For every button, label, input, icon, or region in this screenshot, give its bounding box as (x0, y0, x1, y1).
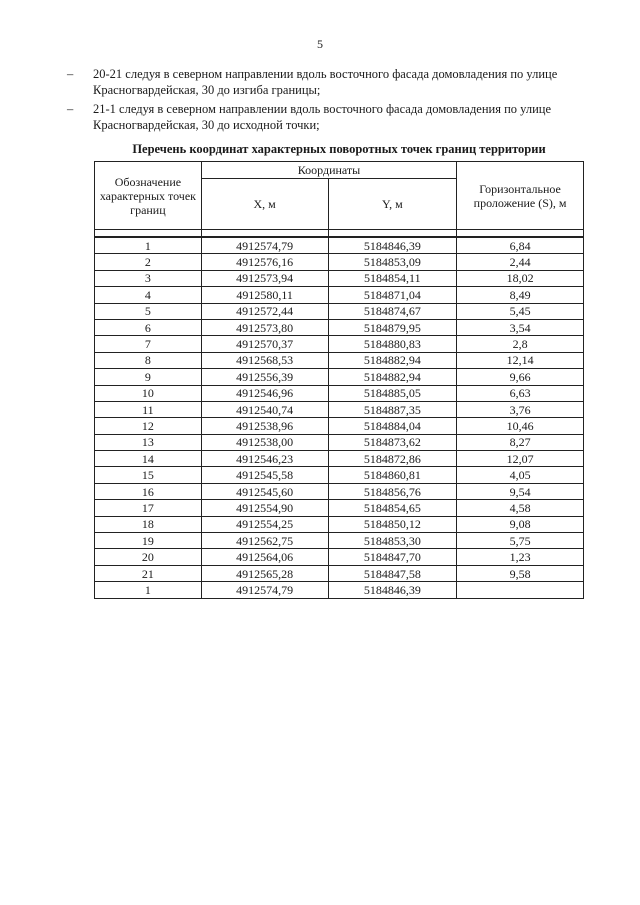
table-row (95, 533, 584, 549)
cell-x: 4912574,79 (201, 237, 328, 254)
cell-distance: 5,75 (457, 533, 584, 549)
cell-x: 4912574,79 (201, 582, 328, 598)
cell-distance: 12,07 (457, 451, 584, 467)
cell-distance: 2,44 (457, 254, 584, 270)
table-row (95, 254, 584, 270)
table-row (95, 401, 584, 417)
cell-distance: 9,58 (457, 565, 584, 581)
cell-point: 17 (95, 500, 202, 516)
table-row (95, 418, 584, 434)
cell-y: 5184884,04 (328, 418, 457, 434)
cell-distance: 12,14 (457, 352, 584, 368)
cell-x: 4912573,94 (201, 270, 328, 286)
cell-x: 4912564,06 (201, 549, 328, 565)
cell-x: 4912545,60 (201, 483, 328, 499)
table-row (95, 270, 584, 286)
cell-y: 5184880,83 (328, 336, 457, 352)
cell-y: 5184846,39 (328, 582, 457, 598)
cell-point: 10 (95, 385, 202, 401)
cell-x: 4912540,74 (201, 401, 328, 417)
table-row (95, 483, 584, 499)
cell-y: 5184854,65 (328, 500, 457, 516)
table-row (95, 237, 584, 254)
cell-x: 4912576,16 (201, 254, 328, 270)
cell-distance: 9,54 (457, 483, 584, 499)
cell-y: 5184885,05 (328, 385, 457, 401)
cell-distance: 6,63 (457, 385, 584, 401)
table-row (95, 500, 584, 516)
cell-point: 8 (95, 352, 202, 368)
cell-point: 9 (95, 369, 202, 385)
cell-y: 5184853,09 (328, 254, 457, 270)
list-item (67, 101, 587, 133)
header-gap-cell (201, 230, 328, 238)
table-row (95, 287, 584, 303)
table-row (95, 516, 584, 532)
cell-point: 14 (95, 451, 202, 467)
cell-distance (457, 582, 584, 598)
cell-distance: 3,54 (457, 319, 584, 335)
cell-point: 13 (95, 434, 202, 450)
cell-point: 5 (95, 303, 202, 319)
table-row (95, 467, 584, 483)
table-row (95, 303, 584, 319)
cell-y: 5184882,94 (328, 352, 457, 368)
table-row (95, 385, 584, 401)
list-item-text: 20-21 следуя в северном направлении вдоль восточного фасада домовладения по улице Красногвардейская, 30 до изгиба границы; (93, 67, 558, 97)
cell-distance: 9,08 (457, 516, 584, 532)
cell-y: 5184854,11 (328, 270, 457, 286)
cell-y: 5184873,62 (328, 434, 457, 450)
header-point: Обозначение характерных точек границ (95, 162, 202, 230)
cell-distance: 5,45 (457, 303, 584, 319)
list-item (67, 66, 587, 98)
cell-distance: 10,46 (457, 418, 584, 434)
cell-distance: 4,05 (457, 467, 584, 483)
header-y: Y, м (328, 179, 457, 230)
cell-point: 2 (95, 254, 202, 270)
cell-point: 19 (95, 533, 202, 549)
cell-distance: 1,23 (457, 549, 584, 565)
cell-x: 4912572,44 (201, 303, 328, 319)
cell-point: 4 (95, 287, 202, 303)
table-row (95, 369, 584, 385)
cell-x: 4912546,96 (201, 385, 328, 401)
cell-y: 5184882,94 (328, 369, 457, 385)
cell-x: 4912562,75 (201, 533, 328, 549)
cell-point: 18 (95, 516, 202, 532)
cell-point: 3 (95, 270, 202, 286)
header-gap-cell (95, 230, 202, 238)
cell-point: 11 (95, 401, 202, 417)
table-row (95, 451, 584, 467)
cell-y: 5184879,95 (328, 319, 457, 335)
cell-distance: 8,49 (457, 287, 584, 303)
header-gap-cell (328, 230, 457, 238)
header-x: X, м (201, 179, 328, 230)
cell-distance: 2,8 (457, 336, 584, 352)
cell-point: 6 (95, 319, 202, 335)
cell-y: 5184872,86 (328, 451, 457, 467)
cell-point: 1 (95, 582, 202, 598)
table-row (95, 582, 584, 598)
page-number: 5 (317, 37, 323, 51)
table-row (95, 434, 584, 450)
cell-y: 5184846,39 (328, 237, 457, 254)
table-row (95, 336, 584, 352)
table-title: Перечень координат характерных поворотных точек границ территории (132, 142, 546, 156)
cell-y: 5184847,58 (328, 565, 457, 581)
cell-x: 4912565,28 (201, 565, 328, 581)
table-body (95, 237, 584, 598)
cell-x: 4912570,37 (201, 336, 328, 352)
cell-x: 4912538,00 (201, 434, 328, 450)
cell-distance: 8,27 (457, 434, 584, 450)
cell-point: 7 (95, 336, 202, 352)
cell-distance: 3,76 (457, 401, 584, 417)
table-row (95, 549, 584, 565)
cell-y: 5184856,76 (328, 483, 457, 499)
cell-point: 20 (95, 549, 202, 565)
cell-x: 4912573,80 (201, 319, 328, 335)
cell-x: 4912568,53 (201, 352, 328, 368)
cell-distance: 18,02 (457, 270, 584, 286)
cell-x: 4912545,58 (201, 467, 328, 483)
cell-y: 5184860,81 (328, 467, 457, 483)
cell-point: 16 (95, 483, 202, 499)
header-gap-cell (457, 230, 584, 238)
description-list (67, 66, 587, 136)
cell-y: 5184847,70 (328, 549, 457, 565)
table-row (95, 565, 584, 581)
header-distance: Горизонтальное проложение (S), м (457, 162, 584, 230)
cell-x: 4912554,90 (201, 500, 328, 516)
cell-point: 12 (95, 418, 202, 434)
cell-y: 5184871,04 (328, 287, 457, 303)
cell-point: 21 (95, 565, 202, 581)
cell-y: 5184850,12 (328, 516, 457, 532)
cell-distance: 6,84 (457, 237, 584, 254)
cell-x: 4912580,11 (201, 287, 328, 303)
cell-x: 4912538,96 (201, 418, 328, 434)
cell-x: 4912546,23 (201, 451, 328, 467)
cell-distance: 4,58 (457, 500, 584, 516)
table-row (95, 319, 584, 335)
cell-y: 5184887,35 (328, 401, 457, 417)
list-dash: – (67, 102, 74, 116)
table-row (95, 352, 584, 368)
cell-x: 4912556,39 (201, 369, 328, 385)
cell-point: 1 (95, 237, 202, 254)
coordinates-table (94, 161, 584, 599)
cell-point: 15 (95, 467, 202, 483)
cell-distance: 9,66 (457, 369, 584, 385)
cell-y: 5184874,67 (328, 303, 457, 319)
list-item-text: 21-1 следуя в северном направлении вдоль восточного фасада домовладения по улице Красногвардейская, 30 до исходной точки; (93, 102, 552, 132)
header-coordinates: Координаты (201, 162, 456, 179)
cell-y: 5184853,30 (328, 533, 457, 549)
cell-x: 4912554,25 (201, 516, 328, 532)
list-dash: – (67, 67, 74, 81)
